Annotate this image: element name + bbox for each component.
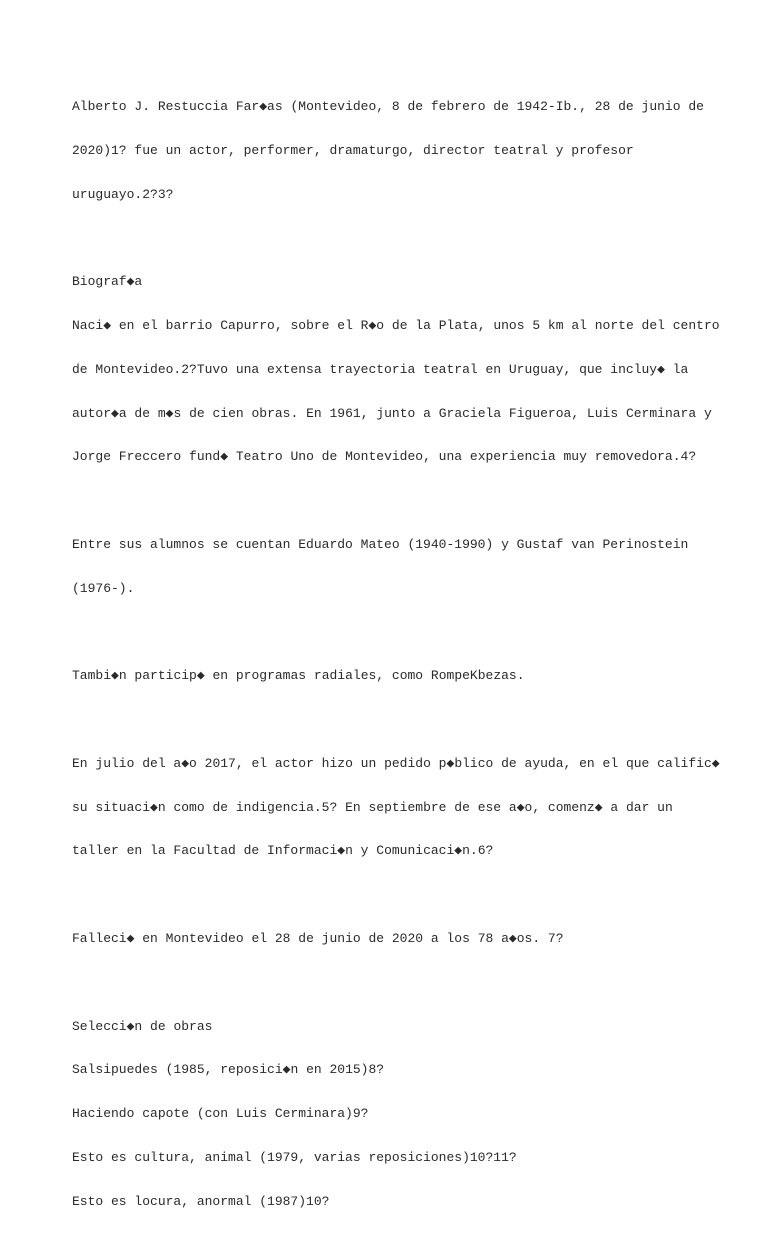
help-request-paragraph bbox=[72, 728, 720, 889]
works-paragraph bbox=[72, 990, 712, 1238]
text-line: de Montevideo.2?Tuvo una extensa trayectoria teatral en Uruguay, que incluy◆ la bbox=[72, 361, 689, 377]
list-item: Haciendo capote (con Luis Cerminara)9? bbox=[72, 1106, 369, 1122]
document-page bbox=[72, 71, 720, 1253]
text-line: Entre sus alumnos se cuentan Eduardo Mateo (1940-1990) y Gustaf van Perinostein bbox=[72, 537, 689, 552]
text-line: autor◆a de m◆s de cien obras. En 1961, junto a Graciela Figueroa, Luis Cerminara y bbox=[72, 405, 712, 421]
list-item: Esto es locura, anormal (1987)10? bbox=[72, 1193, 330, 1209]
text-line: taller en la Facultad de Informaci◆n y Comunicaci◆n.6? bbox=[72, 843, 494, 859]
death-paragraph bbox=[72, 903, 712, 976]
text-line: Jorge Freccero fund◆ Teatro Uno de Montevideo, una experiencia muy removedora.4? bbox=[72, 449, 697, 465]
list-item: Esto es cultura, animal (1979, varias reposiciones)10?11? bbox=[72, 1149, 517, 1165]
text-line: Tambi◆n particip◆ en programas radiales, como RompeKbezas. bbox=[72, 668, 525, 684]
radio-paragraph bbox=[72, 640, 712, 713]
biography-paragraph bbox=[72, 246, 720, 494]
text-line: Falleci◆ en Montevideo el 28 de junio de 2020 a los 78 a◆os. 7? bbox=[72, 931, 564, 947]
text-line: uruguayo.2?3? bbox=[72, 186, 174, 202]
students-paragraph bbox=[72, 509, 712, 626]
text-line: (1976-). bbox=[72, 580, 135, 596]
text-line: su situaci◆n como de indigencia.5? En septiembre de ese a◆o, comenz◆ a dar un bbox=[72, 799, 673, 815]
text-line: Alberto J. Restuccia Far◆as (Montevideo, 8 de febrero de 1942-Ib., 28 de junio de bbox=[72, 99, 704, 115]
text-line: 2020)1? fue un actor, performer, dramaturgo, director teatral y profesor bbox=[72, 142, 634, 158]
list-item: Salsipuedes (1985, reposici◆n en 2015)8? bbox=[72, 1062, 385, 1078]
intro-paragraph bbox=[72, 71, 712, 232]
section-heading: Biograf◆a bbox=[72, 274, 143, 290]
text-line: En julio del a◆o 2017, el actor hizo un pedido p◆blico de ayuda, en el que calific◆ bbox=[72, 755, 720, 771]
text-line: Naci◆ en el barrio Capurro, sobre el R◆o de la Plata, unos 5 km al norte del centro bbox=[72, 318, 720, 334]
section-heading: Selecci◆n de obras bbox=[72, 1018, 213, 1034]
